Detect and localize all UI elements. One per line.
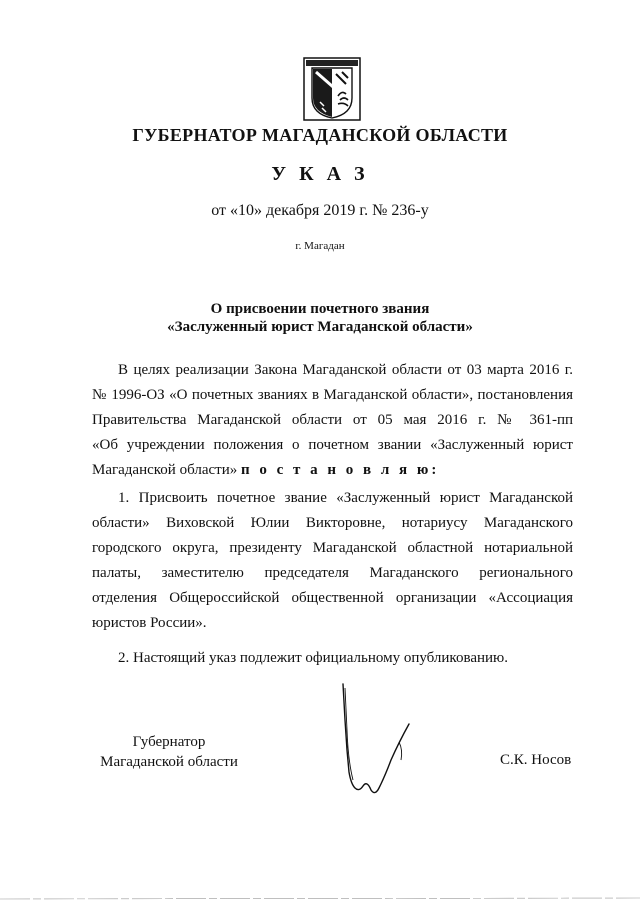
item-1-line-3: городского округа, президенту Магаданской областной нотариальной — [92, 540, 573, 556]
preamble-paragraph — [92, 358, 573, 483]
item-1-line-1: 1. Присвоить почетное звание «Заслуженный юрист Магаданской — [118, 490, 573, 506]
position-line-1: Губернатор — [132, 734, 206, 750]
item-2-line-1: 2. Настоящий указ подлежит официальному опубликованию. — [118, 650, 509, 666]
preamble-line-5-text: Магаданской области» — [92, 462, 238, 478]
item-1-paragraph — [92, 486, 573, 636]
signatory-name: С.К. Носов — [500, 752, 572, 768]
document-type: У К А З — [271, 163, 369, 185]
preamble-line-1: В целях реализации Закона Магаданской области от 03 марта 2016 г. — [118, 362, 573, 378]
decree-subject — [0, 300, 640, 336]
coat-of-arms-icon — [298, 56, 366, 122]
item-1-line-4: палаты, заместителю председателя Магаданского регионального — [92, 565, 573, 581]
subject-line-1: О присвоении почетного звания — [210, 301, 430, 317]
position-line-2: Магаданской области — [100, 754, 238, 770]
preamble-line-2: № 1996-ОЗ «О почетных званиях в Магаданской области», постановления — [92, 387, 573, 403]
resolve-word: п о с т а н о в л я ю: — [240, 462, 440, 478]
coat-of-arms-emblem — [298, 56, 366, 122]
preamble-line-4: «Об учреждении положения о почетном звании «Заслуженный юрист — [92, 437, 573, 453]
preamble-line-5 — [92, 458, 573, 483]
page-bottom-edge — [0, 893, 640, 903]
issuing-authority: ГУБЕРНАТОР МАГАДАНСКОЙ ОБЛАСТИ — [132, 125, 508, 145]
handwritten-signature — [325, 680, 425, 810]
item-1-line-6: юристов России». — [92, 615, 207, 631]
preamble-line-3: Правительства Магаданской области от 05 мая 2016 г. № 361-пп — [92, 412, 573, 428]
item-1-line-2: области» Виховской Юлии Викторовне, нотариусу Магаданского — [92, 515, 573, 531]
signatory-position — [98, 732, 240, 772]
city: г. Магадан — [295, 240, 345, 252]
item-2-paragraph — [92, 646, 573, 671]
item-1-line-5: отделения Общероссийской общественной организации «Ассоциация — [92, 590, 573, 606]
date-and-number: от «10» декабря 2019 г. № 236-у — [211, 202, 429, 219]
signature-icon — [325, 680, 425, 810]
subject-line-2: «Заслуженный юрист Магаданской области» — [167, 319, 473, 335]
